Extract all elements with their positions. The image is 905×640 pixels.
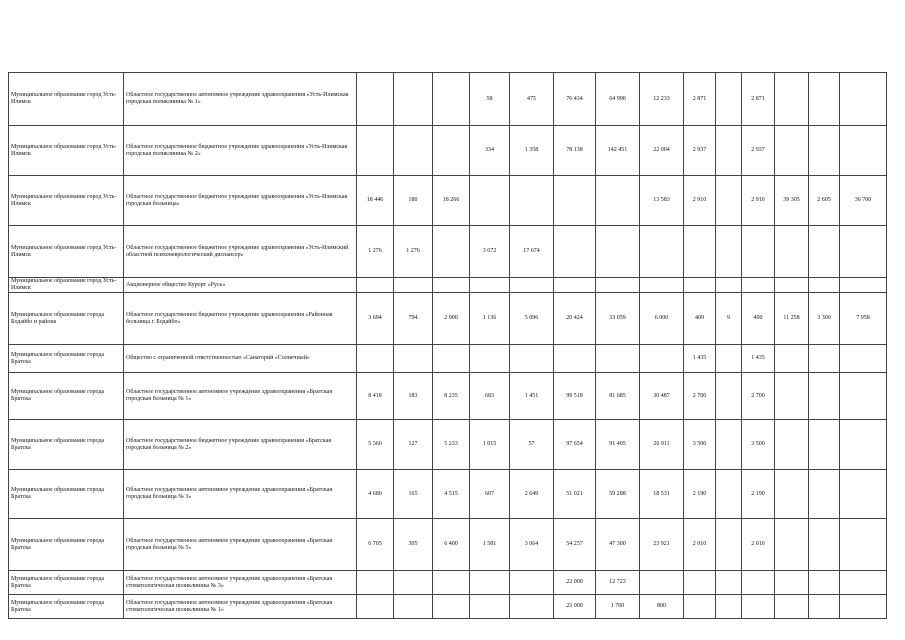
value-cell: 39 305 bbox=[775, 176, 809, 226]
value-cell bbox=[684, 595, 716, 619]
value-cell: 2 910 bbox=[684, 176, 716, 226]
value-cell: 165 bbox=[394, 470, 433, 519]
value-cell: 1 435 bbox=[684, 345, 716, 373]
value-cell: 334 bbox=[470, 126, 510, 176]
value-cell: 3 500 bbox=[684, 420, 716, 470]
table-row bbox=[9, 73, 887, 126]
value-cell: 33 059 bbox=[596, 293, 640, 345]
organization-cell: Областное государственное бюджетное учреждение здравоохранения «Районная больница г. Бодайбо» bbox=[124, 293, 357, 345]
value-cell: 8 418 bbox=[357, 373, 394, 420]
table-row bbox=[9, 345, 887, 373]
value-cell: 409 bbox=[684, 293, 716, 345]
value-cell bbox=[684, 571, 716, 595]
value-cell bbox=[742, 278, 775, 293]
value-cell: 5 233 bbox=[433, 420, 470, 470]
table-row bbox=[9, 595, 887, 619]
value-cell bbox=[840, 470, 887, 519]
value-cell: 30 487 bbox=[640, 373, 684, 420]
value-cell bbox=[716, 278, 742, 293]
table-row bbox=[9, 176, 887, 226]
value-cell bbox=[596, 345, 640, 373]
value-cell bbox=[775, 373, 809, 420]
value-cell: 2 010 bbox=[742, 519, 775, 571]
value-cell: 6 400 bbox=[433, 519, 470, 571]
value-cell bbox=[840, 73, 887, 126]
organization-cell: Областное государственное автономное учреждение здравоохранения «Братская стоматологическая поликлиника № 1» bbox=[124, 595, 357, 619]
table-row bbox=[9, 571, 887, 595]
value-cell bbox=[716, 519, 742, 571]
value-cell: 4 515 bbox=[433, 470, 470, 519]
value-cell bbox=[716, 595, 742, 619]
value-cell bbox=[809, 571, 840, 595]
value-cell bbox=[840, 126, 887, 176]
value-cell bbox=[742, 571, 775, 595]
value-cell bbox=[554, 345, 596, 373]
value-cell bbox=[554, 278, 596, 293]
value-cell bbox=[809, 470, 840, 519]
value-cell: 1 581 bbox=[470, 519, 510, 571]
value-cell: 183 bbox=[394, 373, 433, 420]
value-cell: 47 300 bbox=[596, 519, 640, 571]
value-cell bbox=[775, 571, 809, 595]
value-cell: 97 654 bbox=[554, 420, 596, 470]
value-cell bbox=[716, 373, 742, 420]
value-cell: 2 190 bbox=[684, 470, 716, 519]
value-cell: 3 694 bbox=[357, 293, 394, 345]
value-cell: 9 bbox=[716, 293, 742, 345]
value-cell bbox=[716, 571, 742, 595]
value-cell bbox=[357, 126, 394, 176]
value-cell bbox=[840, 420, 887, 470]
value-cell bbox=[809, 345, 840, 373]
value-cell: 794 bbox=[394, 293, 433, 345]
value-cell bbox=[640, 571, 684, 595]
value-cell bbox=[716, 73, 742, 126]
value-cell bbox=[510, 176, 554, 226]
table-row bbox=[9, 420, 887, 470]
value-cell bbox=[433, 73, 470, 126]
value-cell: 2 700 bbox=[742, 373, 775, 420]
value-cell bbox=[433, 126, 470, 176]
value-cell: 1 276 bbox=[394, 226, 433, 278]
table-row bbox=[9, 226, 887, 278]
value-cell bbox=[809, 73, 840, 126]
value-cell: 1 435 bbox=[742, 345, 775, 373]
value-cell bbox=[775, 345, 809, 373]
value-cell bbox=[809, 595, 840, 619]
value-cell bbox=[775, 226, 809, 278]
organization-cell: Областное государственное бюджетное учреждение здравоохранения «Усть-Илимский областной психоневрологический диспансер» bbox=[124, 226, 357, 278]
value-cell bbox=[470, 595, 510, 619]
municipality-cell: Муниципальное образование город Усть-Илимск bbox=[9, 73, 124, 126]
value-cell: 2 649 bbox=[510, 470, 554, 519]
value-cell: 12 723 bbox=[596, 571, 640, 595]
value-cell bbox=[809, 373, 840, 420]
value-cell: 2 700 bbox=[684, 373, 716, 420]
value-cell: 5 360 bbox=[357, 420, 394, 470]
organization-cell: Областное государственное автономное учреждение здравоохранения «Усть-Илимская городская поликлиника № 1» bbox=[124, 73, 357, 126]
value-cell bbox=[716, 420, 742, 470]
value-cell bbox=[840, 571, 887, 595]
value-cell bbox=[640, 226, 684, 278]
municipality-cell: Муниципальное образование город Усть-Илимск bbox=[9, 226, 124, 278]
municipality-cell: Муниципальное образование города Братска bbox=[9, 519, 124, 571]
value-cell: 23 921 bbox=[640, 519, 684, 571]
value-cell: 305 bbox=[394, 519, 433, 571]
value-cell bbox=[640, 278, 684, 293]
value-cell bbox=[840, 373, 887, 420]
value-cell: 2 605 bbox=[809, 176, 840, 226]
value-cell: 76 434 bbox=[554, 73, 596, 126]
value-cell: 99 518 bbox=[554, 373, 596, 420]
value-cell bbox=[394, 345, 433, 373]
value-cell bbox=[809, 278, 840, 293]
value-cell bbox=[716, 345, 742, 373]
value-cell: 81 685 bbox=[596, 373, 640, 420]
value-cell: 2 871 bbox=[742, 73, 775, 126]
value-cell bbox=[510, 595, 554, 619]
municipality-cell: Муниципальное образование город Усть-Илимск bbox=[9, 278, 124, 293]
value-cell bbox=[433, 595, 470, 619]
value-cell bbox=[357, 595, 394, 619]
value-cell: 475 bbox=[510, 73, 554, 126]
value-cell: 78 138 bbox=[554, 126, 596, 176]
value-cell bbox=[775, 595, 809, 619]
value-cell: 58 bbox=[470, 73, 510, 126]
value-cell bbox=[742, 226, 775, 278]
value-cell bbox=[840, 278, 887, 293]
value-cell bbox=[394, 595, 433, 619]
value-cell: 18 446 bbox=[357, 176, 394, 226]
value-cell: 607 bbox=[470, 470, 510, 519]
value-cell bbox=[470, 278, 510, 293]
value-cell bbox=[809, 519, 840, 571]
value-cell: 5 096 bbox=[510, 293, 554, 345]
value-cell bbox=[394, 278, 433, 293]
value-cell: 142 451 bbox=[596, 126, 640, 176]
value-cell: 64 990 bbox=[596, 73, 640, 126]
municipality-cell: Муниципальное образование города Братска bbox=[9, 373, 124, 420]
value-cell: 59 288 bbox=[596, 470, 640, 519]
value-cell bbox=[716, 470, 742, 519]
value-cell bbox=[433, 571, 470, 595]
value-cell: 11 258 bbox=[775, 293, 809, 345]
table-row bbox=[9, 519, 887, 571]
value-cell: 2 900 bbox=[433, 293, 470, 345]
value-cell bbox=[684, 226, 716, 278]
value-cell bbox=[394, 126, 433, 176]
table-row bbox=[9, 373, 887, 420]
value-cell: 20 424 bbox=[554, 293, 596, 345]
value-cell bbox=[357, 571, 394, 595]
value-cell: 2 871 bbox=[684, 73, 716, 126]
value-cell: 22 004 bbox=[640, 126, 684, 176]
value-cell: 18 266 bbox=[433, 176, 470, 226]
value-cell: 127 bbox=[394, 420, 433, 470]
value-cell: 8 235 bbox=[433, 373, 470, 420]
value-cell bbox=[775, 470, 809, 519]
value-cell bbox=[775, 278, 809, 293]
table-row bbox=[9, 470, 887, 519]
data-table bbox=[8, 72, 887, 619]
value-cell bbox=[470, 176, 510, 226]
value-cell bbox=[840, 595, 887, 619]
value-cell: 400 bbox=[742, 293, 775, 345]
value-cell bbox=[716, 176, 742, 226]
value-cell bbox=[596, 176, 640, 226]
value-cell: 1 700 bbox=[596, 595, 640, 619]
value-cell bbox=[809, 226, 840, 278]
value-cell bbox=[775, 519, 809, 571]
value-cell: 54 257 bbox=[554, 519, 596, 571]
municipality-cell: Муниципальное образование города Братска bbox=[9, 470, 124, 519]
value-cell bbox=[684, 278, 716, 293]
municipality-cell: Муниципальное образование город Усть-Илимск bbox=[9, 126, 124, 176]
value-cell: 26 911 bbox=[640, 420, 684, 470]
municipality-cell: Муниципальное образование города Братска bbox=[9, 345, 124, 373]
value-cell: 18 531 bbox=[640, 470, 684, 519]
value-cell bbox=[809, 126, 840, 176]
value-cell bbox=[596, 226, 640, 278]
organization-cell: Областное государственное бюджетное учреждение здравоохранения «Братская городская больница № 2» bbox=[124, 420, 357, 470]
value-cell: 1 451 bbox=[510, 373, 554, 420]
value-cell bbox=[394, 73, 433, 126]
value-cell: 1 015 bbox=[470, 420, 510, 470]
value-cell bbox=[640, 345, 684, 373]
municipality-cell: Муниципальное образование города Братска bbox=[9, 420, 124, 470]
value-cell: 3 064 bbox=[510, 519, 554, 571]
value-cell: 1 358 bbox=[510, 126, 554, 176]
value-cell: 1 136 bbox=[470, 293, 510, 345]
organization-cell: Общество с ограниченной ответственностью «Санаторий «Солнечный» bbox=[124, 345, 357, 373]
value-cell: 2 937 bbox=[742, 126, 775, 176]
value-cell bbox=[554, 176, 596, 226]
value-cell bbox=[716, 126, 742, 176]
organization-cell: Областное государственное бюджетное учреждение здравоохранения «Усть-Илимская городская поликлиника № 2» bbox=[124, 126, 357, 176]
value-cell bbox=[809, 420, 840, 470]
value-cell: 12 233 bbox=[640, 73, 684, 126]
value-cell bbox=[840, 519, 887, 571]
municipality-cell: Муниципальное образование города Бодайбо и района bbox=[9, 293, 124, 345]
value-cell: 3 500 bbox=[742, 420, 775, 470]
value-cell: 23 000 bbox=[554, 595, 596, 619]
organization-cell: Областное государственное автономное учреждение здравоохранения «Братская городская больница № 1» bbox=[124, 373, 357, 420]
value-cell: 51 021 bbox=[554, 470, 596, 519]
value-cell bbox=[394, 571, 433, 595]
value-cell: 683 bbox=[470, 373, 510, 420]
value-cell bbox=[433, 345, 470, 373]
value-cell: 6 000 bbox=[640, 293, 684, 345]
value-cell: 13 583 bbox=[640, 176, 684, 226]
value-cell: 2 190 bbox=[742, 470, 775, 519]
value-cell: 36 700 bbox=[840, 176, 887, 226]
value-cell bbox=[840, 345, 887, 373]
value-cell: 800 bbox=[640, 595, 684, 619]
value-cell bbox=[840, 226, 887, 278]
value-cell bbox=[470, 345, 510, 373]
value-cell bbox=[357, 278, 394, 293]
value-cell bbox=[716, 226, 742, 278]
value-cell: 2 010 bbox=[684, 519, 716, 571]
value-cell bbox=[510, 278, 554, 293]
value-cell bbox=[433, 278, 470, 293]
organization-cell: Областное государственное бюджетное учреждение здравоохранения «Усть-Илимская городская больница» bbox=[124, 176, 357, 226]
value-cell: 17 674 bbox=[510, 226, 554, 278]
organization-cell: Областное государственное автономное учреждение здравоохранения «Братская стоматологическая поликлиника № 3» bbox=[124, 571, 357, 595]
value-cell bbox=[775, 126, 809, 176]
value-cell bbox=[470, 571, 510, 595]
municipality-cell: Муниципальное образование города Братска bbox=[9, 595, 124, 619]
organization-cell: Областное государственное автономное учреждение здравоохранения «Братская городская больница № 3» bbox=[124, 470, 357, 519]
value-cell bbox=[554, 226, 596, 278]
value-cell bbox=[357, 73, 394, 126]
value-cell: 4 680 bbox=[357, 470, 394, 519]
organization-cell: Акционерное общество Курорт «Русь» bbox=[124, 278, 357, 293]
value-cell: 22 000 bbox=[554, 571, 596, 595]
value-cell: 3 300 bbox=[809, 293, 840, 345]
value-cell bbox=[433, 226, 470, 278]
value-cell: 7 958 bbox=[840, 293, 887, 345]
table-row bbox=[9, 126, 887, 176]
value-cell: 3 672 bbox=[470, 226, 510, 278]
value-cell bbox=[510, 345, 554, 373]
value-cell: 91 405 bbox=[596, 420, 640, 470]
value-cell bbox=[775, 73, 809, 126]
value-cell: 1 276 bbox=[357, 226, 394, 278]
value-cell: 6 705 bbox=[357, 519, 394, 571]
municipality-cell: Муниципальное образование город Усть-Илимск bbox=[9, 176, 124, 226]
table-row bbox=[9, 293, 887, 345]
value-cell bbox=[742, 595, 775, 619]
value-cell bbox=[596, 278, 640, 293]
value-cell bbox=[510, 571, 554, 595]
municipality-cell: Муниципальное образование города Братска bbox=[9, 571, 124, 595]
value-cell: 2 910 bbox=[742, 176, 775, 226]
value-cell bbox=[357, 345, 394, 373]
value-cell: 57 bbox=[510, 420, 554, 470]
value-cell: 2 937 bbox=[684, 126, 716, 176]
value-cell: 180 bbox=[394, 176, 433, 226]
organization-cell: Областное государственное автономное учреждение здравоохранения «Братская городская больница № 5» bbox=[124, 519, 357, 571]
table-row bbox=[9, 278, 887, 293]
value-cell bbox=[775, 420, 809, 470]
